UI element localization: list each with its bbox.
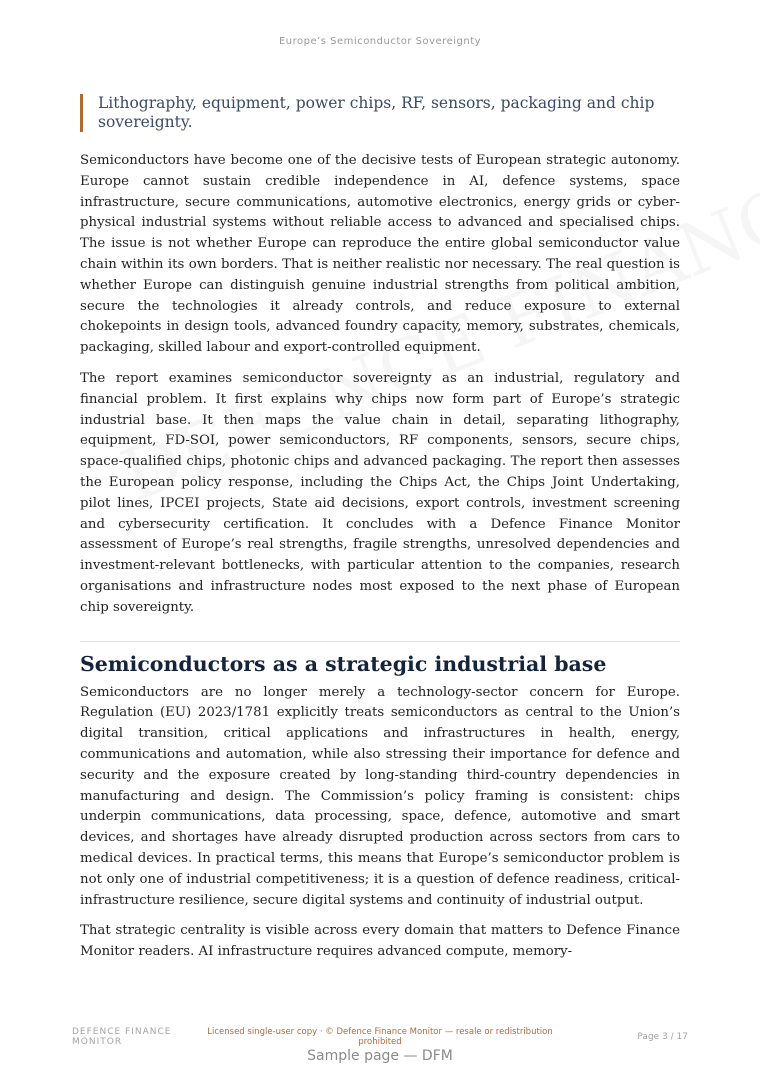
footer-license-notice: Licensed single-user copy · © Defence Finance Monitor — resale or redistribution prohibited (207, 1027, 553, 1047)
intro-paragraph-1: Semiconductors have become one of the decisive tests of European strategic autonomy. Europe cannot sustain credible independence in AI, defence systems, space infrastructure, secure communications, automotive electronics, energy grids or cyber-physical industrial systems without reliable access to advanced and specialised chips. The issue is not whether Europe can reproduce the entire global semiconductor value chain within its own borders. That is neither realistic nor necessary. The real question is whether Europe can distinguish genuine industrial strengths from political ambition, secure the technologies it already controls, and reduce exposure to external chokepoints in design tools, advanced foundry capacity, memory, substrates, chemicals, packaging, skilled labour and export-controlled equipment. (80, 153, 680, 356)
page-content (80, 94, 680, 973)
pullquote: Lithography, equipment, power chips, RF, sensors, packaging and chip sovereignty. (80, 94, 680, 132)
section-heading: Semiconductors as a strategic industrial base (80, 651, 607, 676)
running-header: Europe’s Semiconductor Sovereignty (278, 36, 482, 47)
footer-brand: DEFENCE FINANCE MONITOR (72, 1027, 172, 1047)
section-paragraph-1: Semiconductors are no longer merely a technology-sector concern for Europe. Regulation (EU) 2023/1781 explicitly treats semiconductors as central to the Union’s digital transition, critical applications and infrastructures in health, energy, communications and automation, while also stressing their importance for defence and security and the exposure created by long-standing third-country dependencies in manufacturing and design. The Commission’s policy framing is consistent: chips underpin communications, data processing, space, defence, automotive and smart devices, and shortages have already disrupted production across sectors from cars to medical devices. In practical terms, this means that Europe’s semiconductor problem is not only one of industrial competitiveness; it is a question of defence readiness, critical-infrastructure resilience, secure digital systems and continuity of industrial output. (80, 684, 680, 908)
page-number: Page 3 / 17 (637, 1032, 688, 1042)
sample-label: Sample page — DFM (307, 1048, 453, 1064)
section-paragraph-2: That strategic centrality is visible across every domain that matters to Defence Finance Monitor readers. AI infrastructure requires advanced compute, memory- (80, 923, 680, 960)
intro-paragraph-2: The report examines semiconductor sovereignty as an industrial, regulatory and financial problem. It first explains why chips now form part of Europe’s strategic industrial base. It then maps the value chain in detail, separating lithography, equipment, FD-SOI, power semiconductors, RF components, sensors, secure chips, space-qualified chips, photonic chips and advanced packaging. The report then assesses the European policy response, including the Chips Act, the Chips Joint Undertaking, pilot lines, IPCEI projects, State aid decisions, export controls, investment screening and cybersecurity certification. It concludes with a Defence Finance Monitor assessment of Europe’s real strengths, fragile strengths, unresolved dependencies and investment-relevant bottlenecks, with particular attention to the companies, research organisations and infrastructure nodes most exposed to the next phase of European chip sovereignty. (80, 370, 680, 615)
section-divider (80, 641, 680, 642)
